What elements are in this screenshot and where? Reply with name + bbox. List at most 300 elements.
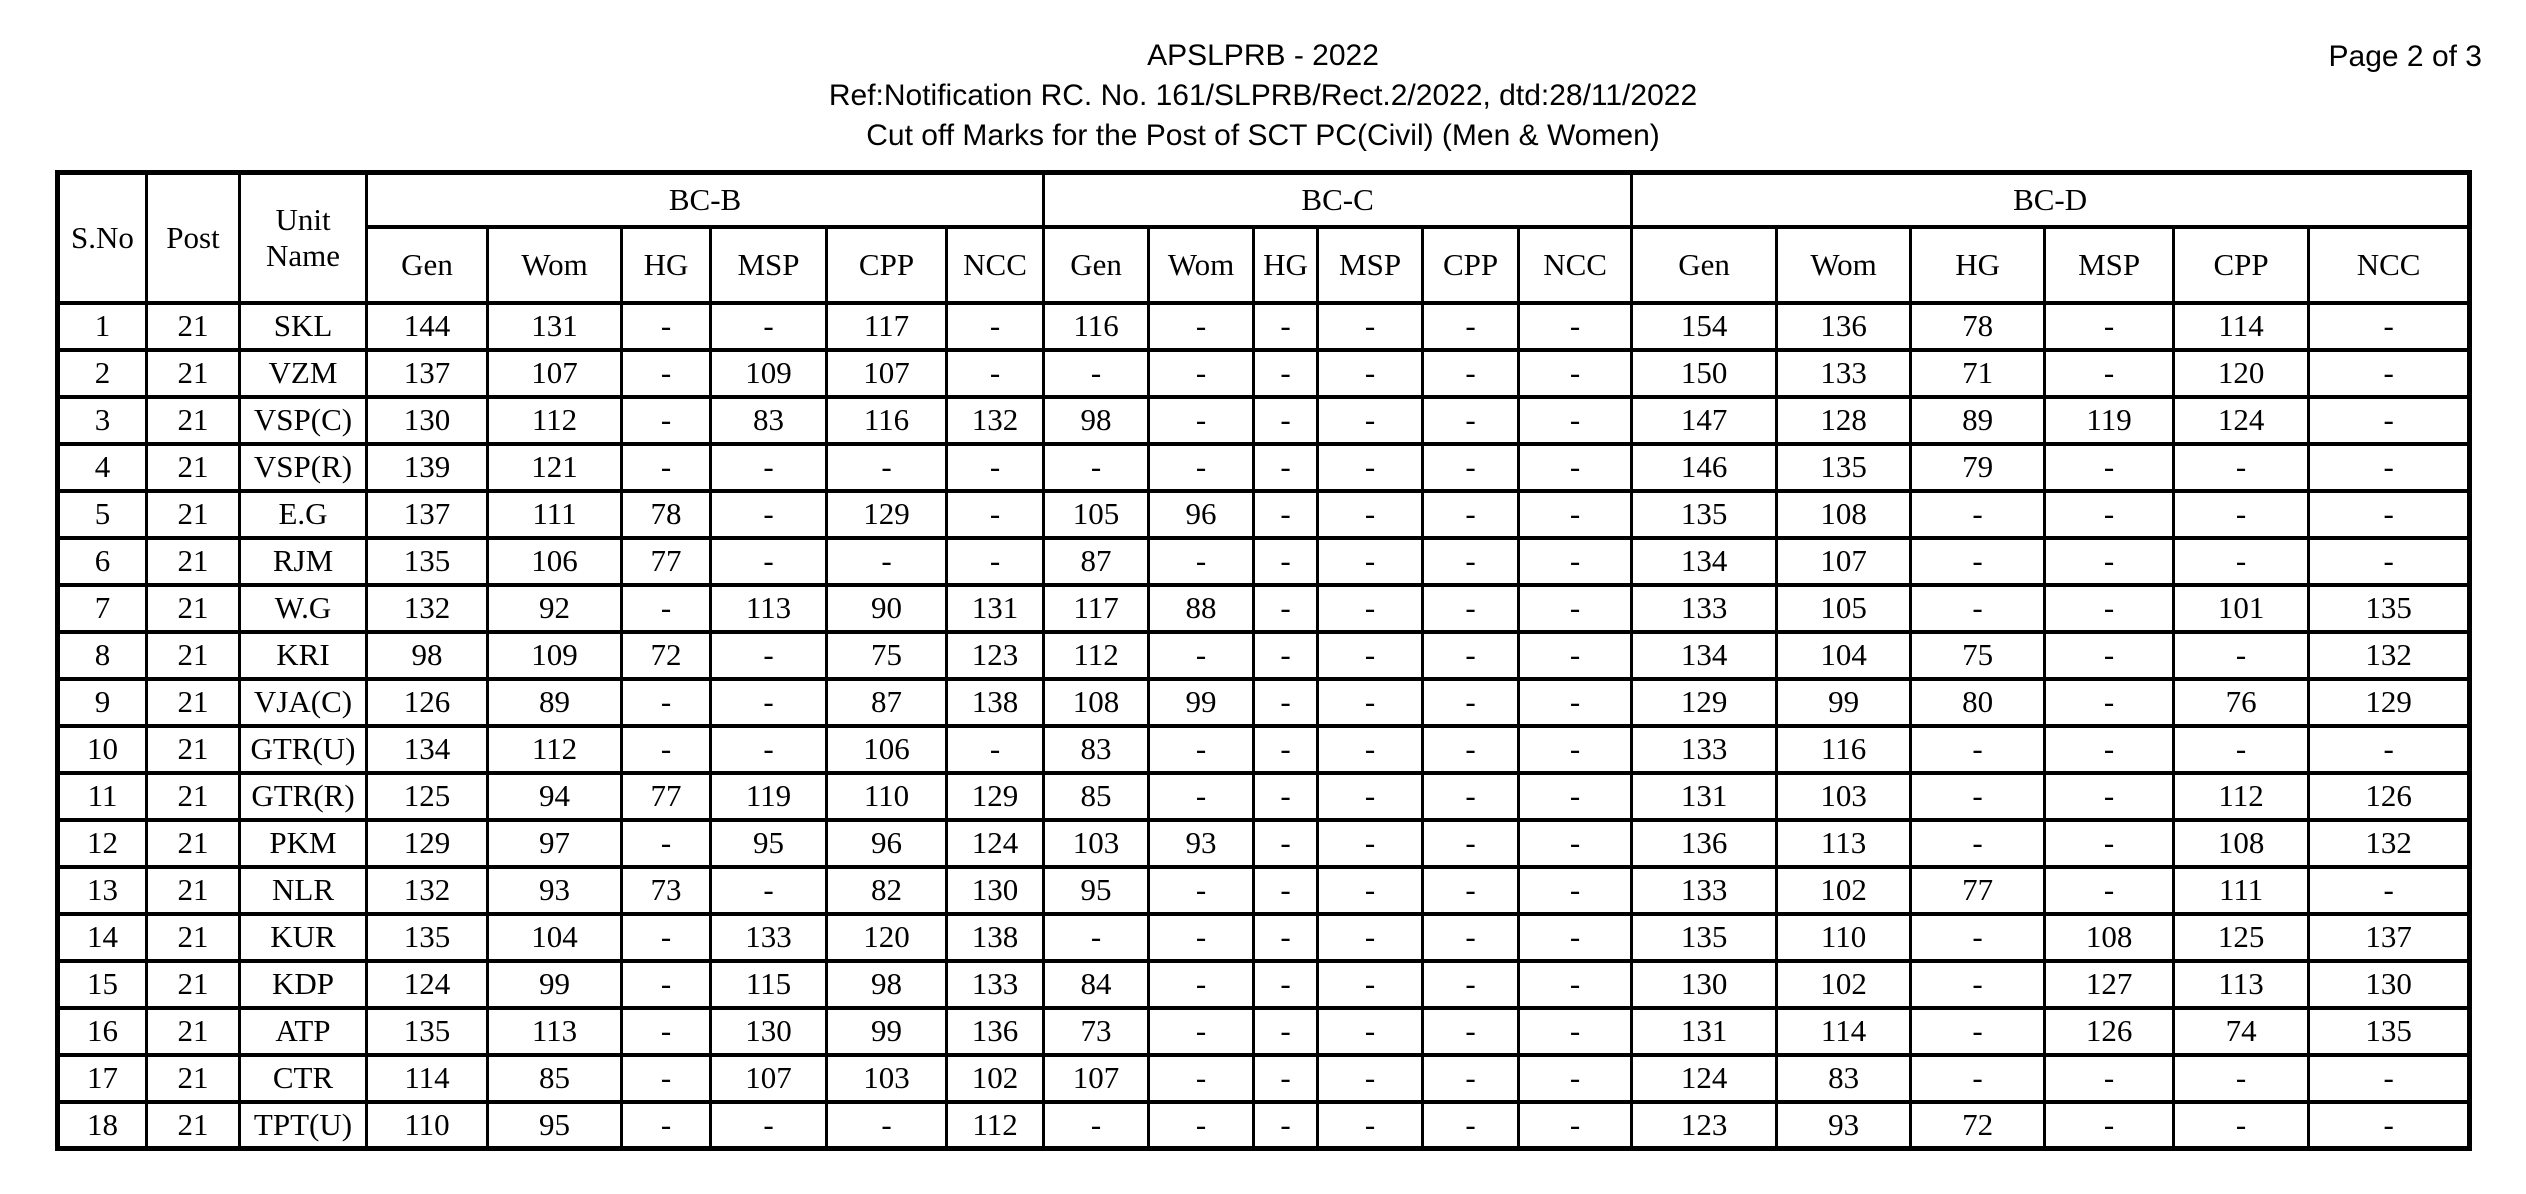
sno-cell: 3 bbox=[58, 397, 147, 444]
mark-cell: 130 bbox=[2309, 961, 2470, 1008]
mark-cell: - bbox=[2309, 538, 2470, 585]
mark-cell: 73 bbox=[1044, 1008, 1149, 1055]
mark-cell: - bbox=[2045, 303, 2174, 350]
mark-cell: 133 bbox=[947, 961, 1044, 1008]
doc-reference: Ref:Notification RC. No. 161/SLPRB/Rect.2/2022, dtd:28/11/2022 bbox=[828, 79, 1698, 112]
subcolumn-header-ncc: NCC bbox=[2309, 227, 2470, 303]
table-row bbox=[58, 632, 2470, 679]
mark-cell: 113 bbox=[488, 1008, 622, 1055]
table-row bbox=[58, 1008, 2470, 1055]
mark-cell: 139 bbox=[367, 444, 488, 491]
mark-cell: 113 bbox=[711, 585, 827, 632]
mark-cell: - bbox=[1519, 538, 1632, 585]
mark-cell: - bbox=[1519, 820, 1632, 867]
mark-cell: 133 bbox=[711, 914, 827, 961]
mark-cell: - bbox=[1519, 679, 1632, 726]
mark-cell: 137 bbox=[2309, 914, 2470, 961]
mark-cell: - bbox=[947, 726, 1044, 773]
mark-cell: - bbox=[1318, 491, 1423, 538]
sno-cell: 8 bbox=[58, 632, 147, 679]
unit-name-cell: TPT(U) bbox=[240, 1102, 367, 1149]
mark-cell: 110 bbox=[1777, 914, 1911, 961]
mark-cell: 88 bbox=[1149, 585, 1254, 632]
mark-cell: - bbox=[1423, 1055, 1519, 1102]
mark-cell: 98 bbox=[367, 632, 488, 679]
subcolumn-header-wom: Wom bbox=[1777, 227, 1911, 303]
column-header-sno: S.No bbox=[58, 173, 147, 303]
mark-cell: - bbox=[1254, 585, 1318, 632]
mark-cell: - bbox=[1254, 491, 1318, 538]
sno-cell: 1 bbox=[58, 303, 147, 350]
mark-cell: 119 bbox=[711, 773, 827, 820]
mark-cell: - bbox=[1254, 773, 1318, 820]
mark-cell: - bbox=[1519, 444, 1632, 491]
mark-cell: - bbox=[1254, 867, 1318, 914]
mark-cell: - bbox=[2309, 303, 2470, 350]
table-row bbox=[58, 303, 2470, 350]
mark-cell: - bbox=[1423, 820, 1519, 867]
mark-cell: - bbox=[2045, 867, 2174, 914]
mark-cell: 90 bbox=[827, 585, 947, 632]
mark-cell: - bbox=[1318, 1102, 1423, 1149]
mark-cell: - bbox=[1254, 1102, 1318, 1149]
mark-cell: 117 bbox=[827, 303, 947, 350]
unit-name-cell: VJA(C) bbox=[240, 679, 367, 726]
mark-cell: - bbox=[947, 303, 1044, 350]
mark-cell: - bbox=[622, 1008, 711, 1055]
table-row bbox=[58, 820, 2470, 867]
mark-cell: - bbox=[622, 444, 711, 491]
mark-cell: - bbox=[622, 961, 711, 1008]
post-cell: 21 bbox=[147, 491, 240, 538]
mark-cell: 138 bbox=[947, 679, 1044, 726]
mark-cell: - bbox=[1318, 303, 1423, 350]
mark-cell: 129 bbox=[1632, 679, 1777, 726]
mark-cell: - bbox=[1911, 914, 2045, 961]
mark-cell: 95 bbox=[711, 820, 827, 867]
mark-cell: 93 bbox=[488, 867, 622, 914]
mark-cell: - bbox=[1254, 632, 1318, 679]
mark-cell: - bbox=[1519, 585, 1632, 632]
mark-cell: - bbox=[1318, 632, 1423, 679]
subcolumn-header-hg: HG bbox=[622, 227, 711, 303]
mark-cell: 107 bbox=[488, 350, 622, 397]
mark-cell: - bbox=[622, 397, 711, 444]
mark-cell: - bbox=[1254, 820, 1318, 867]
mark-cell: 131 bbox=[1632, 773, 1777, 820]
mark-cell: - bbox=[2045, 444, 2174, 491]
mark-cell: 115 bbox=[711, 961, 827, 1008]
mark-cell: - bbox=[1519, 350, 1632, 397]
subcolumn-header-hg: HG bbox=[1911, 227, 2045, 303]
mark-cell: 131 bbox=[488, 303, 622, 350]
mark-cell: 107 bbox=[711, 1055, 827, 1102]
mark-cell: - bbox=[1318, 726, 1423, 773]
sno-cell: 17 bbox=[58, 1055, 147, 1102]
post-cell: 21 bbox=[147, 397, 240, 444]
mark-cell: - bbox=[1519, 491, 1632, 538]
post-cell: 21 bbox=[147, 350, 240, 397]
mark-cell: - bbox=[1423, 444, 1519, 491]
mark-cell: 95 bbox=[1044, 867, 1149, 914]
mark-cell: 98 bbox=[827, 961, 947, 1008]
mark-cell: - bbox=[1318, 444, 1423, 491]
mark-cell: 131 bbox=[947, 585, 1044, 632]
mark-cell: 136 bbox=[1632, 820, 1777, 867]
mark-cell: - bbox=[947, 491, 1044, 538]
mark-cell: - bbox=[2045, 679, 2174, 726]
mark-cell: 78 bbox=[622, 491, 711, 538]
mark-cell: 114 bbox=[367, 1055, 488, 1102]
mark-cell: 96 bbox=[827, 820, 947, 867]
unit-name-cell: VZM bbox=[240, 350, 367, 397]
mark-cell: 130 bbox=[1632, 961, 1777, 1008]
mark-cell: 129 bbox=[2309, 679, 2470, 726]
mark-cell: 133 bbox=[1777, 350, 1911, 397]
sno-cell: 11 bbox=[58, 773, 147, 820]
mark-cell: - bbox=[1423, 538, 1519, 585]
subcolumn-header-cpp: CPP bbox=[827, 227, 947, 303]
table-row bbox=[58, 961, 2470, 1008]
mark-cell: - bbox=[622, 1102, 711, 1149]
table-row bbox=[58, 397, 2470, 444]
unit-name-cell: GTR(R) bbox=[240, 773, 367, 820]
mark-cell: - bbox=[711, 303, 827, 350]
subcolumn-header-ncc: NCC bbox=[947, 227, 1044, 303]
sno-cell: 12 bbox=[58, 820, 147, 867]
sno-cell: 5 bbox=[58, 491, 147, 538]
mark-cell: 113 bbox=[1777, 820, 1911, 867]
mark-cell: 72 bbox=[1911, 1102, 2045, 1149]
subcolumn-header-ncc: NCC bbox=[1519, 227, 1632, 303]
mark-cell: - bbox=[1149, 1102, 1254, 1149]
group-header-bcc: BC-C bbox=[1044, 173, 1632, 227]
mark-cell: 134 bbox=[1632, 538, 1777, 585]
mark-cell: 135 bbox=[1632, 914, 1777, 961]
post-cell: 21 bbox=[147, 773, 240, 820]
unit-name-cell: E.G bbox=[240, 491, 367, 538]
mark-cell: 108 bbox=[1044, 679, 1149, 726]
mark-cell: - bbox=[1149, 303, 1254, 350]
mark-cell: - bbox=[711, 679, 827, 726]
mark-cell: 106 bbox=[488, 538, 622, 585]
mark-cell: 110 bbox=[827, 773, 947, 820]
mark-cell: 135 bbox=[1632, 491, 1777, 538]
mark-cell: 124 bbox=[367, 961, 488, 1008]
mark-cell: - bbox=[2309, 1102, 2470, 1149]
sno-cell: 14 bbox=[58, 914, 147, 961]
table-row bbox=[58, 1102, 2470, 1149]
mark-cell: 126 bbox=[367, 679, 488, 726]
mark-cell: - bbox=[2309, 397, 2470, 444]
mark-cell: - bbox=[827, 538, 947, 585]
mark-cell: - bbox=[622, 726, 711, 773]
unit-name-cell: KRI bbox=[240, 632, 367, 679]
mark-cell: - bbox=[1519, 1102, 1632, 1149]
mark-cell: 132 bbox=[2309, 632, 2470, 679]
mark-cell: 129 bbox=[827, 491, 947, 538]
mark-cell: 93 bbox=[1149, 820, 1254, 867]
mark-cell: 101 bbox=[2174, 585, 2309, 632]
mark-cell: - bbox=[1044, 444, 1149, 491]
mark-cell: 99 bbox=[1777, 679, 1911, 726]
mark-cell: - bbox=[1423, 867, 1519, 914]
mark-cell: 104 bbox=[488, 914, 622, 961]
mark-cell: 75 bbox=[827, 632, 947, 679]
sno-cell: 10 bbox=[58, 726, 147, 773]
table-row bbox=[58, 914, 2470, 961]
table-body bbox=[58, 303, 2470, 1149]
mark-cell: 111 bbox=[2174, 867, 2309, 914]
mark-cell: - bbox=[1911, 961, 2045, 1008]
mark-cell: - bbox=[1423, 632, 1519, 679]
mark-cell: - bbox=[1519, 1008, 1632, 1055]
mark-cell: - bbox=[1318, 538, 1423, 585]
unit-name-cell: KDP bbox=[240, 961, 367, 1008]
mark-cell: 125 bbox=[367, 773, 488, 820]
mark-cell: - bbox=[1318, 350, 1423, 397]
post-cell: 21 bbox=[147, 820, 240, 867]
sno-cell: 13 bbox=[58, 867, 147, 914]
mark-cell: - bbox=[2174, 538, 2309, 585]
mark-cell: 111 bbox=[488, 491, 622, 538]
mark-cell: - bbox=[1149, 726, 1254, 773]
mark-cell: - bbox=[1423, 914, 1519, 961]
mark-cell: 72 bbox=[622, 632, 711, 679]
mark-cell: 99 bbox=[1149, 679, 1254, 726]
mark-cell: 124 bbox=[1632, 1055, 1777, 1102]
mark-cell: - bbox=[711, 867, 827, 914]
mark-cell: 89 bbox=[488, 679, 622, 726]
mark-cell: - bbox=[1149, 444, 1254, 491]
post-cell: 21 bbox=[147, 1008, 240, 1055]
mark-cell: 112 bbox=[1044, 632, 1149, 679]
mark-cell: 107 bbox=[1044, 1055, 1149, 1102]
mark-cell: - bbox=[711, 491, 827, 538]
mark-cell: - bbox=[1149, 867, 1254, 914]
mark-cell: 114 bbox=[2174, 303, 2309, 350]
mark-cell: - bbox=[622, 303, 711, 350]
mark-cell: - bbox=[2174, 1102, 2309, 1149]
mark-cell: - bbox=[1911, 820, 2045, 867]
unit-name-cell: VSP(R) bbox=[240, 444, 367, 491]
mark-cell: 132 bbox=[947, 397, 1044, 444]
mark-cell: 77 bbox=[1911, 867, 2045, 914]
mark-cell: 84 bbox=[1044, 961, 1149, 1008]
document-header bbox=[0, 36, 2526, 156]
mark-cell: - bbox=[1423, 585, 1519, 632]
mark-cell: - bbox=[827, 444, 947, 491]
mark-cell: 107 bbox=[827, 350, 947, 397]
mark-cell: - bbox=[1423, 350, 1519, 397]
unit-name-cell: SKL bbox=[240, 303, 367, 350]
mark-cell: - bbox=[1254, 679, 1318, 726]
mark-cell: - bbox=[2174, 444, 2309, 491]
table-row bbox=[58, 585, 2470, 632]
mark-cell: 87 bbox=[1044, 538, 1149, 585]
subcolumn-header-msp: MSP bbox=[2045, 227, 2174, 303]
mark-cell: - bbox=[1423, 1008, 1519, 1055]
sno-cell: 18 bbox=[58, 1102, 147, 1149]
mark-cell: 144 bbox=[367, 303, 488, 350]
mark-cell: 113 bbox=[2174, 961, 2309, 1008]
mark-cell: - bbox=[711, 444, 827, 491]
mark-cell: - bbox=[1149, 1055, 1254, 1102]
mark-cell: 75 bbox=[1911, 632, 2045, 679]
mark-cell: - bbox=[2309, 350, 2470, 397]
table-row bbox=[58, 679, 2470, 726]
mark-cell: - bbox=[1519, 773, 1632, 820]
mark-cell: - bbox=[1519, 961, 1632, 1008]
mark-cell: - bbox=[2174, 1055, 2309, 1102]
mark-cell: 147 bbox=[1632, 397, 1777, 444]
mark-cell: 85 bbox=[1044, 773, 1149, 820]
mark-cell: - bbox=[947, 350, 1044, 397]
post-cell: 21 bbox=[147, 444, 240, 491]
table-row bbox=[58, 538, 2470, 585]
mark-cell: - bbox=[711, 726, 827, 773]
mark-cell: - bbox=[1044, 914, 1149, 961]
mark-cell: 99 bbox=[488, 961, 622, 1008]
table-row bbox=[58, 1055, 2470, 1102]
mark-cell: - bbox=[1318, 679, 1423, 726]
mark-cell: 126 bbox=[2309, 773, 2470, 820]
mark-cell: 112 bbox=[488, 726, 622, 773]
post-cell: 21 bbox=[147, 867, 240, 914]
mark-cell: 120 bbox=[2174, 350, 2309, 397]
subcolumn-header-hg: HG bbox=[1254, 227, 1318, 303]
mark-cell: - bbox=[1423, 726, 1519, 773]
mark-cell: 138 bbox=[947, 914, 1044, 961]
table-row bbox=[58, 491, 2470, 538]
mark-cell: 131 bbox=[1632, 1008, 1777, 1055]
mark-cell: - bbox=[1519, 1055, 1632, 1102]
mark-cell: - bbox=[1254, 914, 1318, 961]
mark-cell: - bbox=[827, 1102, 947, 1149]
mark-cell: - bbox=[1149, 538, 1254, 585]
mark-cell: 87 bbox=[827, 679, 947, 726]
mark-cell: 130 bbox=[947, 867, 1044, 914]
mark-cell: 108 bbox=[1777, 491, 1911, 538]
mark-cell: - bbox=[2174, 726, 2309, 773]
mark-cell: 133 bbox=[1632, 867, 1777, 914]
mark-cell: - bbox=[1423, 303, 1519, 350]
mark-cell: 124 bbox=[947, 820, 1044, 867]
mark-cell: 99 bbox=[827, 1008, 947, 1055]
mark-cell: - bbox=[1423, 491, 1519, 538]
mark-cell: 108 bbox=[2045, 914, 2174, 961]
mark-cell: - bbox=[1519, 914, 1632, 961]
mark-cell: 129 bbox=[947, 773, 1044, 820]
group-header-bcb: BC-B bbox=[367, 173, 1044, 227]
sno-cell: 6 bbox=[58, 538, 147, 585]
mark-cell: - bbox=[711, 1102, 827, 1149]
unit-name-cell: RJM bbox=[240, 538, 367, 585]
mark-cell: 92 bbox=[488, 585, 622, 632]
mark-cell: - bbox=[2309, 1055, 2470, 1102]
mark-cell: - bbox=[1149, 773, 1254, 820]
mark-cell: 79 bbox=[1911, 444, 2045, 491]
column-header-post: Post bbox=[147, 173, 240, 303]
mark-cell: 135 bbox=[367, 914, 488, 961]
table-row bbox=[58, 773, 2470, 820]
mark-cell: - bbox=[2045, 538, 2174, 585]
mark-cell: - bbox=[1254, 538, 1318, 585]
mark-cell: 73 bbox=[622, 867, 711, 914]
mark-cell: - bbox=[1254, 350, 1318, 397]
mark-cell: - bbox=[1318, 585, 1423, 632]
mark-cell: - bbox=[1254, 1055, 1318, 1102]
mark-cell: 130 bbox=[711, 1008, 827, 1055]
subcolumn-header-gen: Gen bbox=[1632, 227, 1777, 303]
mark-cell: 133 bbox=[1632, 585, 1777, 632]
subcolumn-header-cpp: CPP bbox=[2174, 227, 2309, 303]
mark-cell: 136 bbox=[1777, 303, 1911, 350]
mark-cell: - bbox=[1519, 397, 1632, 444]
mark-cell: - bbox=[622, 1055, 711, 1102]
subcolumn-header-gen: Gen bbox=[367, 227, 488, 303]
table-subcolumn-header-row bbox=[58, 227, 2470, 303]
mark-cell: - bbox=[1423, 1102, 1519, 1149]
mark-cell: - bbox=[1254, 397, 1318, 444]
mark-cell: 96 bbox=[1149, 491, 1254, 538]
mark-cell: 128 bbox=[1777, 397, 1911, 444]
mark-cell: 132 bbox=[367, 585, 488, 632]
post-cell: 21 bbox=[147, 303, 240, 350]
subcolumn-header-wom: Wom bbox=[1149, 227, 1254, 303]
mark-cell: 137 bbox=[367, 350, 488, 397]
mark-cell: 135 bbox=[2309, 1008, 2470, 1055]
mark-cell: 106 bbox=[827, 726, 947, 773]
cutoff-marks-table bbox=[55, 170, 2472, 1151]
mark-cell: - bbox=[1423, 773, 1519, 820]
mark-cell: - bbox=[622, 914, 711, 961]
doc-subtitle: Cut off Marks for the Post of SCT PC(Civil) (Men & Women) bbox=[866, 119, 1660, 152]
mark-cell: 130 bbox=[367, 397, 488, 444]
mark-cell: - bbox=[622, 585, 711, 632]
mark-cell: - bbox=[1318, 773, 1423, 820]
post-cell: 21 bbox=[147, 679, 240, 726]
mark-cell: - bbox=[1318, 820, 1423, 867]
mark-cell: - bbox=[1911, 1055, 2045, 1102]
subcolumn-header-cpp: CPP bbox=[1423, 227, 1519, 303]
post-cell: 21 bbox=[147, 1102, 240, 1149]
mark-cell: 121 bbox=[488, 444, 622, 491]
mark-cell: 120 bbox=[827, 914, 947, 961]
mark-cell: 125 bbox=[2174, 914, 2309, 961]
mark-cell: - bbox=[1254, 1008, 1318, 1055]
mark-cell: 109 bbox=[488, 632, 622, 679]
mark-cell: 154 bbox=[1632, 303, 1777, 350]
subcolumn-header-wom: Wom bbox=[488, 227, 622, 303]
mark-cell: - bbox=[2045, 773, 2174, 820]
post-cell: 21 bbox=[147, 726, 240, 773]
mark-cell: - bbox=[711, 538, 827, 585]
mark-cell: 102 bbox=[1777, 961, 1911, 1008]
mark-cell: - bbox=[2045, 820, 2174, 867]
sno-cell: 16 bbox=[58, 1008, 147, 1055]
mark-cell: 127 bbox=[2045, 961, 2174, 1008]
doc-title: APSLPRB - 2022 bbox=[1147, 39, 1379, 72]
mark-cell: 146 bbox=[1632, 444, 1777, 491]
mark-cell: 71 bbox=[1911, 350, 2045, 397]
table-row bbox=[58, 444, 2470, 491]
mark-cell: - bbox=[1423, 397, 1519, 444]
mark-cell: 126 bbox=[2045, 1008, 2174, 1055]
mark-cell: - bbox=[1254, 961, 1318, 1008]
mark-cell: 105 bbox=[1777, 585, 1911, 632]
table-group-header-row bbox=[58, 173, 2470, 227]
